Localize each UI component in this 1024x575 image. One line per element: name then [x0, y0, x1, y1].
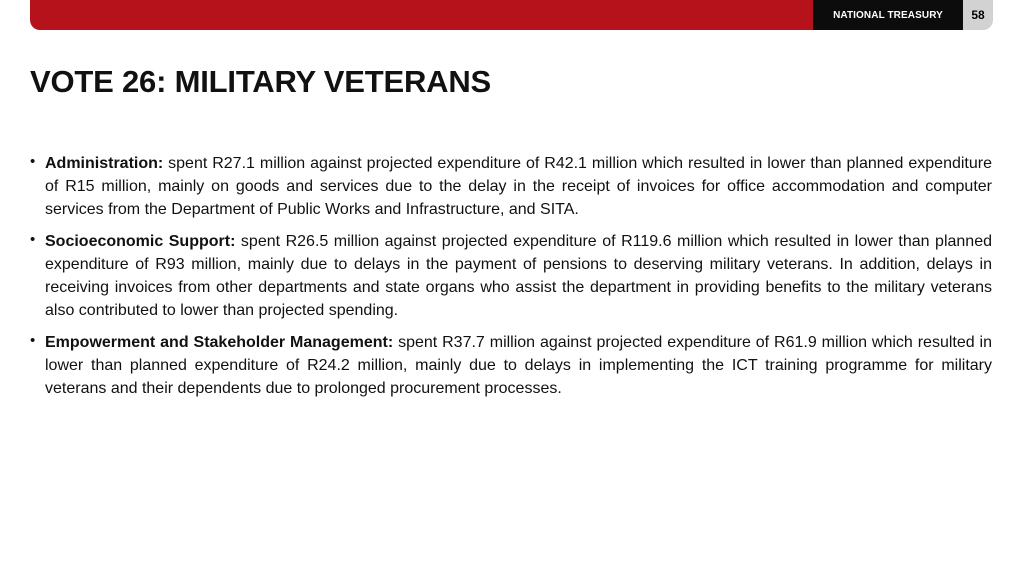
bullet-text: spent R27.1 million against projected expenditure of R42.1 million which resulted in lower than planned expenditure of R15 million, mainly on goods and services due to the delay in the receipt of invoices for office accommodation and computer services from the Department of Public Works and Infrastructure, and SITA.: [45, 155, 992, 218]
bullet-item-administration: [30, 152, 992, 221]
bullet-heading: Empowerment and Stakeholder Management:: [45, 334, 394, 351]
bullet-list: [30, 152, 992, 409]
bullet-dot-icon: •: [30, 231, 36, 248]
header-red-band: [30, 0, 813, 30]
bullet-text: spent R37.7 million against projected expenditure of R61.9 million which resulted in lower than planned expenditure of R24.2 million, mainly due to delays in implementing the ICT training programme for military veterans and their dependents due to prolonged procurement processes.: [45, 334, 993, 397]
slide-title: VOTE 26: MILITARY VETERANS: [30, 64, 492, 99]
bullet-dot-icon: •: [30, 332, 36, 349]
bullet-item-socioeconomic-support: [30, 230, 992, 322]
page-number: 58: [963, 0, 993, 30]
bullet-text: spent R26.5 million against projected expenditure of R119.6 million which resulted in lower than planned expenditure of R93 million, mainly due to delays in the payment of pensions to deserving military veterans. In addition, delays in receiving invoices from other departments and state organs who assist the department in providing benefits to the military veterans also contributed to lower than projected spending.: [45, 233, 993, 319]
bullet-heading: Socioeconomic Support:: [45, 233, 236, 250]
bullet-item-empowerment: [30, 331, 992, 400]
bullet-heading: Administration:: [45, 155, 164, 172]
brand-label: NATIONAL TREASURY: [813, 0, 963, 30]
header-bar: [30, 0, 993, 30]
bullet-dot-icon: •: [30, 153, 36, 170]
